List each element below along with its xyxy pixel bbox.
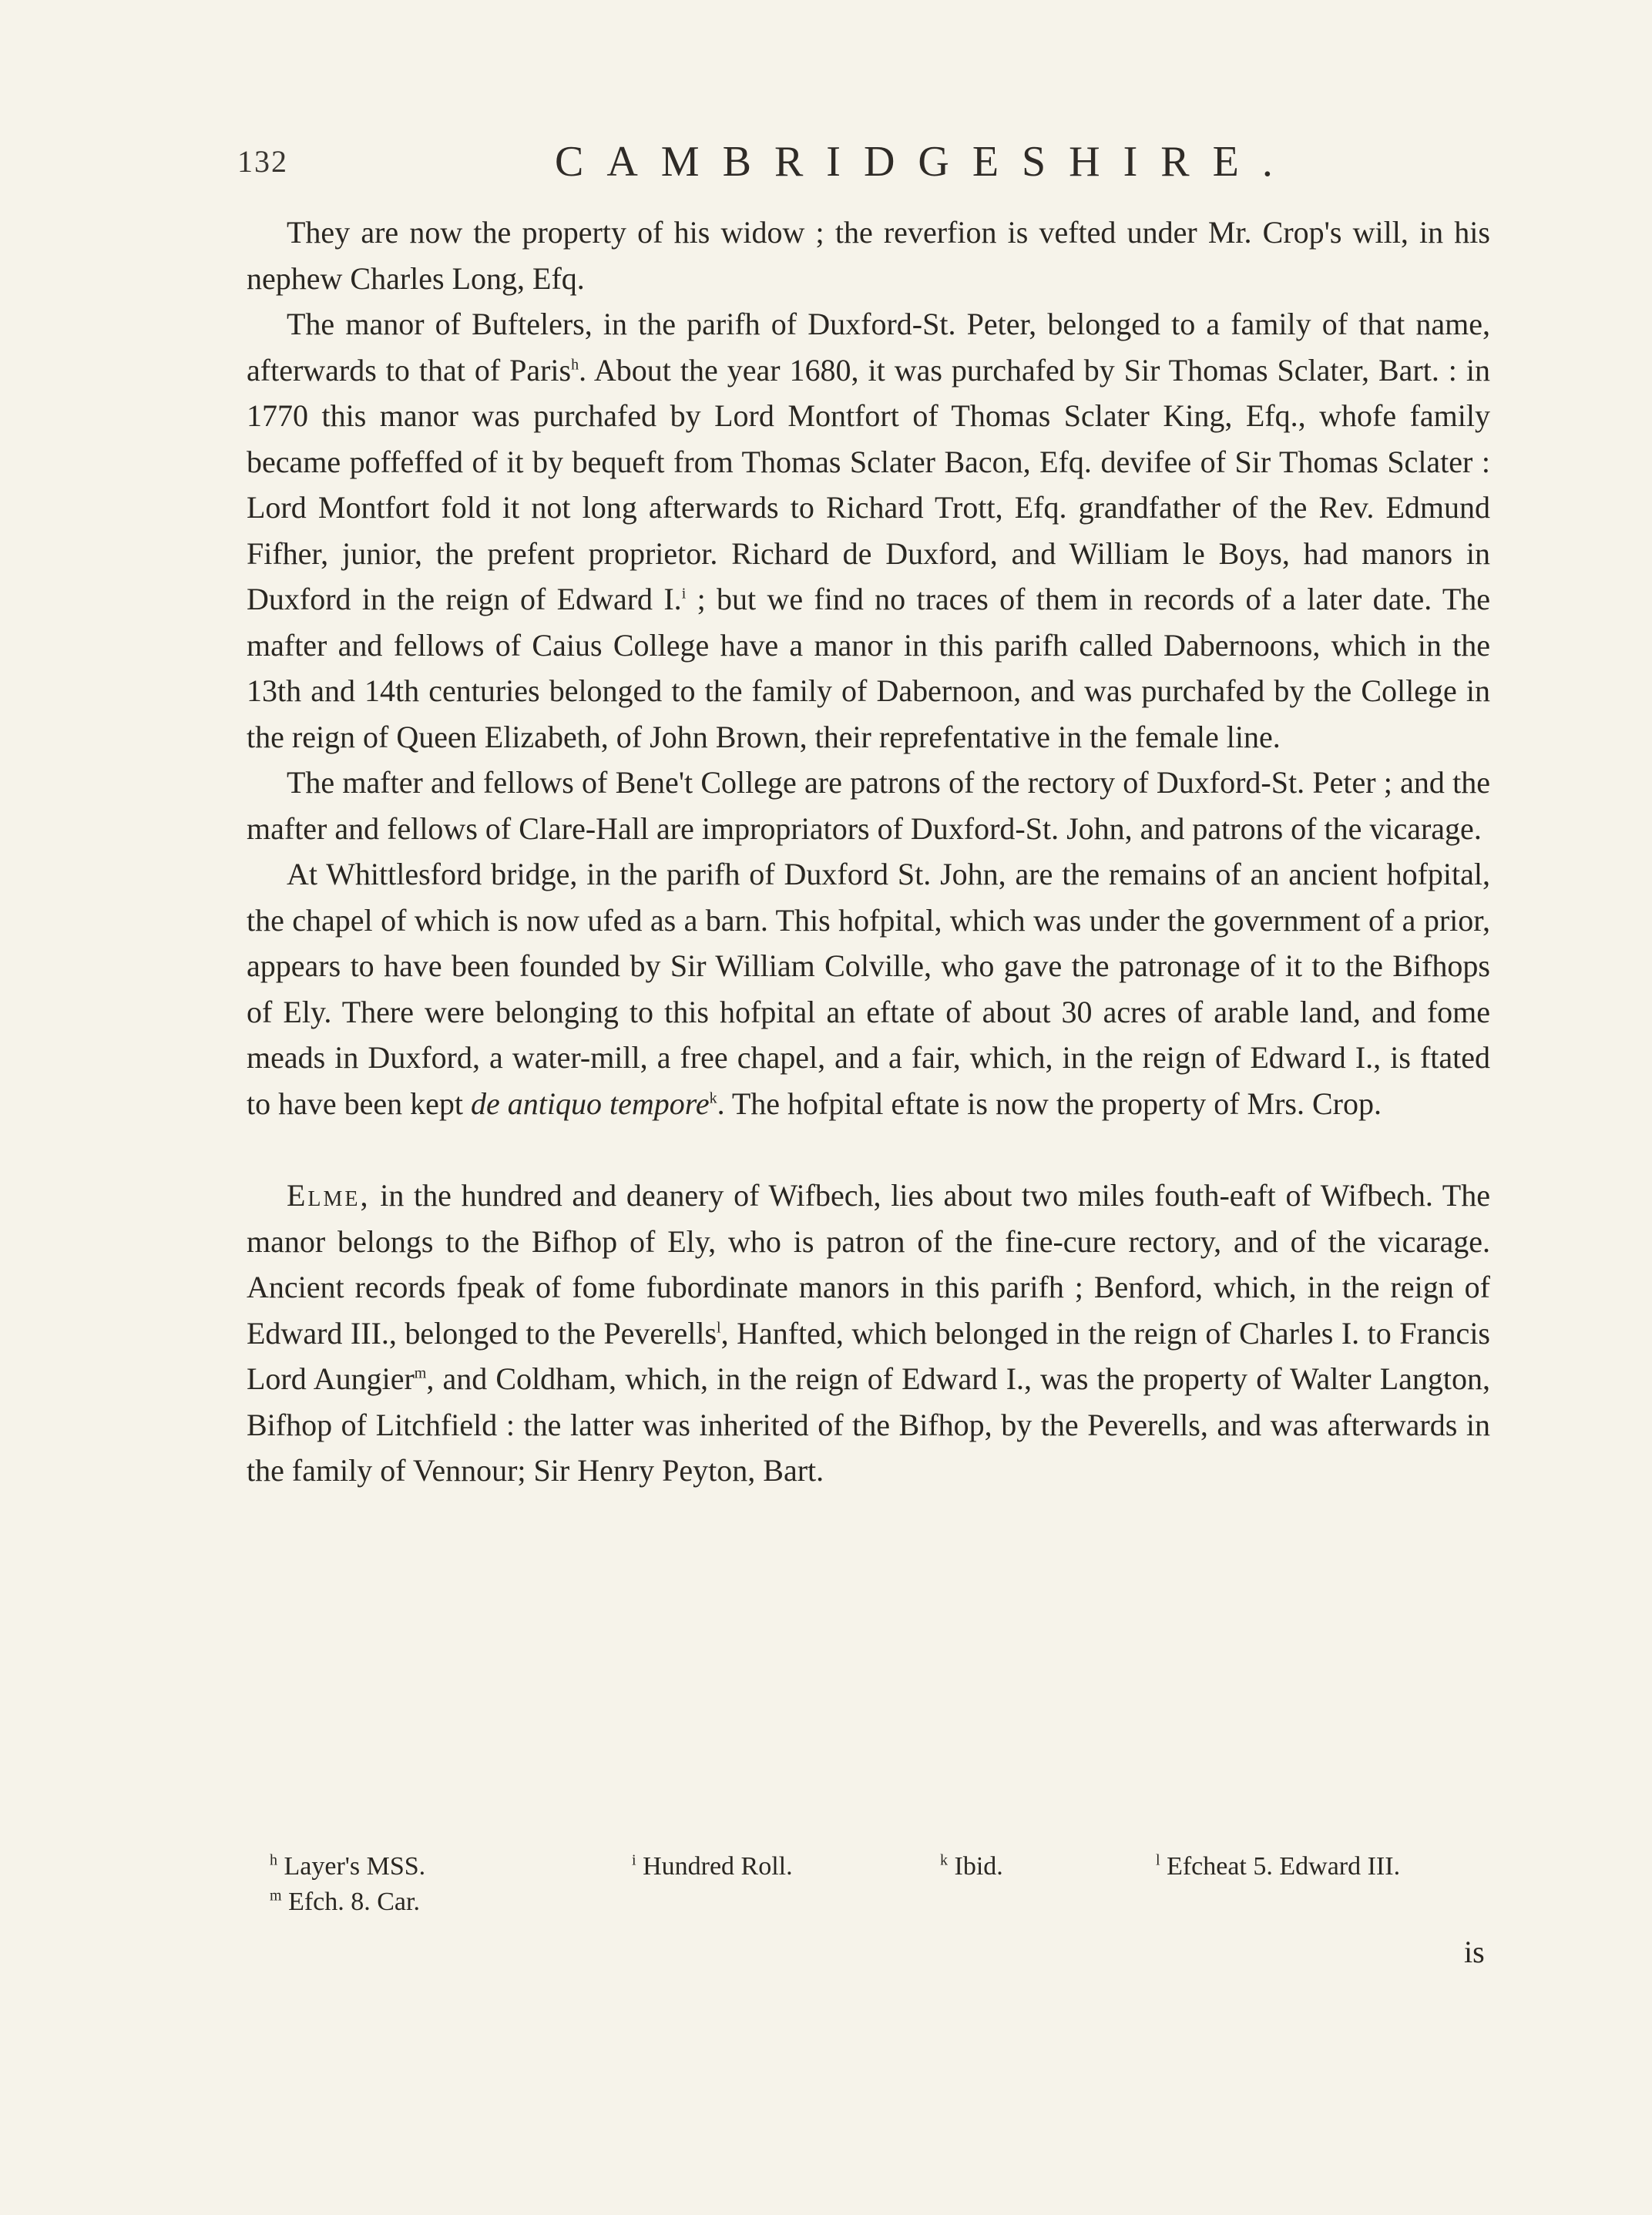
catchword: is: [1464, 1935, 1485, 1969]
footnote-h-mark: h: [270, 1851, 277, 1869]
paragraph-4: [247, 851, 1490, 1126]
footnotes: [270, 1849, 1503, 1920]
footnote-m-mark: m: [270, 1887, 282, 1905]
paragraph-5: [247, 1173, 1490, 1494]
paragraph-1: [247, 210, 1490, 301]
footnote-ref-m: m: [414, 1364, 427, 1382]
paragraph-5-text-a: in the hundred and deanery of Wifbech, lies about two miles fouth-eaft of Wifbech. The manor belongs to the Bifhop of Ely, who is patron of the fine-cure rectory, and of the vicarage. Ancient records fpeak of fome fubordinate manors in this parifh ; Benford, which, in the reign of Edward III., belonged to the Peverells: [247, 1178, 1490, 1351]
paragraph-2-text-b: . About the year 1680, it was purchafed by Sir Thomas Sclater, Bart. : in 1770 this manor was purchafed by Lord Montfort of Thomas Sclater King, Efq., whofe family became poffeffed of it by bequeft from Thomas Sclater Bacon, Efq. devifee of Sir Thomas Sclater : Lord Montfort fold it not long afterwards to Richard Trott, Efq. grandfather of the Rev. Edmund Fifher, junior, the prefent proprietor. Richard de Duxford, and William le Boys, had manors in Duxford in the reign of Edward I.: [247, 352, 1491, 616]
body-text: [247, 210, 1490, 1494]
paragraph-2: [247, 301, 1490, 760]
paragraph-5-text-b: , Hanfted, which belonged in the reign of Charles I. to Francis Lord Aungier: [247, 1315, 1490, 1396]
footnote-l: [1156, 1849, 1503, 1884]
running-head: CAMBRIDGESHIRE.: [555, 138, 1296, 186]
footnote-m: [270, 1884, 632, 1920]
footnote-l-mark: l: [1156, 1851, 1160, 1869]
paragraph-2-text-a: The manor of Buftelers, in the parifh of Duxford-St. Peter, belonged to a family of that name, afterwards to that of Paris: [247, 307, 1490, 388]
footnote-i-text: Hundred Roll.: [643, 1852, 793, 1881]
footnote-k: [940, 1849, 1156, 1884]
footnote-m-text: Efch. 8. Car.: [288, 1888, 420, 1916]
footnote-l-text: Efcheat 5. Edward III.: [1167, 1852, 1401, 1881]
paragraph-4-italic: de antiquo tempore: [471, 1086, 710, 1121]
footnote-ref-k: k: [709, 1089, 717, 1107]
paragraph-1-text: They are now the property of his widow ; the reverfion is vefted under Mr. Crop's will, in his nephew Charles Long, Efq.: [247, 215, 1490, 296]
footnote-h: [270, 1849, 632, 1884]
footnote-k-text: Ibid.: [954, 1852, 1003, 1881]
paragraph-3-text: The mafter and fellows of Bene't College are patrons of the rectory of Duxford-St. Peter ; and the mafter and fellows of Clare-Hall are impropriators of Duxford-St. John, and patrons of the vicarage.: [247, 765, 1490, 846]
footnote-i-mark: i: [632, 1851, 636, 1869]
paragraph-5-text-c: , and Coldham, which, in the reign of Edward I., was the property of Walter Langton, Bifhop of Litchfield : the latter was inherited of the Bifhop, by the Peverells, and was afterwards in the family of Vennour; Sir Henry Peyton, Bart.: [247, 1361, 1490, 1488]
paragraph-3: [247, 760, 1490, 851]
footnote-row-1: [270, 1849, 1503, 1884]
paragraph-5-lead: Elme,: [287, 1178, 371, 1213]
footnote-k-mark: k: [940, 1851, 948, 1869]
footnote-ref-h: h: [571, 356, 579, 374]
footnote-i: [632, 1849, 940, 1884]
footnote-ref-i: i: [681, 585, 687, 602]
paragraph-4-text-b: . The hofpital eftate is now the property of Mrs. Crop.: [717, 1086, 1382, 1121]
paragraph-4-text-a: At Whittlesford bridge, in the parifh of Duxford St. John, are the remains of an ancient hofpital, the chapel of which is now ufed as a barn. This hofpital, which was under the government of a prior, appears to have been founded by Sir William Colville, who gave the patronage of it to the Bifhops of Ely. There were belonging to this hofpital an eftate of about 30 acres of arable land, and fome meads in Duxford, a water-mill, a free chapel, and a fair, which, in the reign of Edward I., is ftated to have been kept: [247, 857, 1490, 1121]
footnote-row-2: [270, 1884, 1503, 1920]
page-number: 132: [237, 144, 288, 179]
paragraph-2-text-c: ; but we find no traces of them in records of a later date. The mafter and fellows of Caius College have a manor in this parifh called Dabernoons, which in the 13th and 14th centuries belonged to the family of Dabernoon, and was purchafed by the College in the reign of Queen Elizabeth, of John Brown, their reprefentative in the female line.: [247, 582, 1491, 754]
footnote-ref-l: l: [717, 1319, 721, 1337]
footnote-h-text: Layer's MSS.: [284, 1852, 426, 1881]
